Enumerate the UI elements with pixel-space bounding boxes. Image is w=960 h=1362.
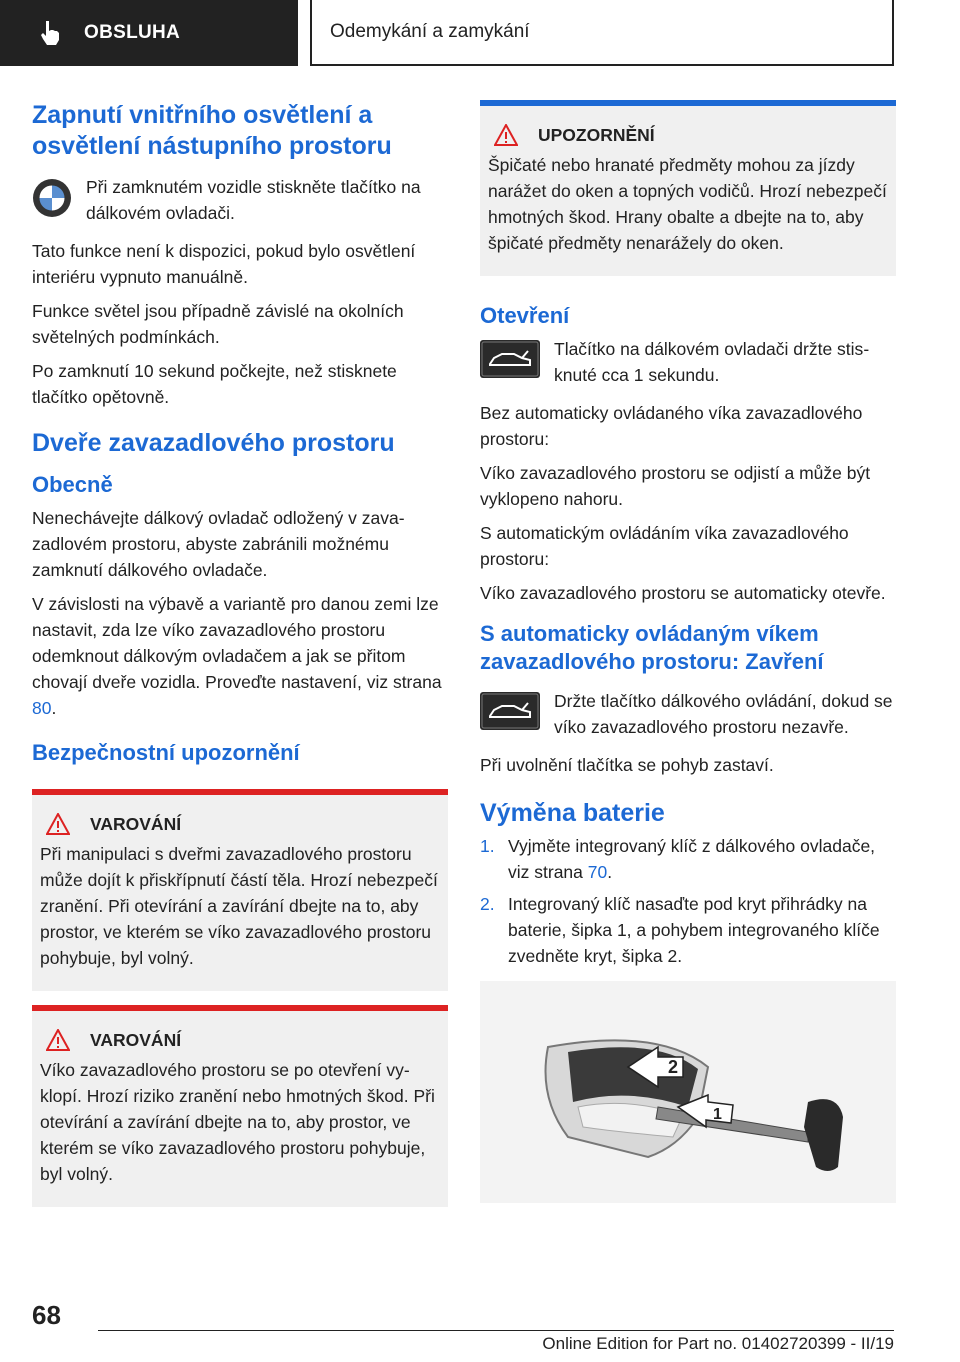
paragraph: Víko zavazadlového prostoru se automaticky otevře. (480, 583, 886, 603)
heading-battery: Výměna baterie (480, 799, 665, 827)
list-item (480, 891, 896, 969)
right-column (480, 100, 896, 1203)
arrow-1-label: 1 (713, 1106, 722, 1123)
paragraph: Nenechávejte dálkový ovladač odložený v zavazadlovém prostoru, abyste zabránili možnému zamknutí dálkového ovladače. (32, 508, 405, 580)
open-icon-text: Tlačítko na dálkovém ovladači držte stisknuté cca 1 sekundu. (554, 339, 870, 385)
left-column (32, 100, 448, 1221)
page-link-70[interactable]: 70 (587, 862, 608, 882)
step-text (508, 833, 896, 885)
warning-box-1 (32, 789, 448, 991)
page-link-80[interactable]: 80 (32, 698, 52, 718)
warning-text: Při manipulaci s dveřmi zavazadlového prostoru může dojít k přiskřípnutí částí těla. Hrozí nebezpečí zranění. Při otevírání a zavírání dbejte na to, aby prostor, ve kterém se víko zavazadlového prostoru pohybuje, byl volný. (40, 844, 438, 968)
heading-close: S automaticky ovládaným víkem zavazadlového prostoru: Zavření (480, 621, 824, 674)
paragraph: Víko zavazadlového prostoru se odjistí a může být vyklopeno nahoru. (480, 463, 871, 509)
warning-title (40, 1029, 440, 1051)
notice-text: Špičaté nebo hranaté předměty mohou za jízdy narážet do oken a topných vodičů. Hrozí nebezpečí hmotných škod. Hrany obalte a dbejte na to, aby špičaté předměty nenarážely do oken. (488, 155, 887, 253)
interior-light-instruction (32, 174, 448, 226)
notice-box (480, 100, 896, 276)
close-icon-text: Držte tlačítko dálkového ovládání, dokud se víko zavazadlového prostoru nezavře. (554, 691, 893, 737)
paragraph: Tato funkce není k dispozici, pokud bylo osvětlení interiéru vypnuto manuálně. (32, 241, 416, 287)
header-section-tab (0, 0, 298, 66)
paragraph: Při uvolnění tlačítka se pohyb zastaví. (480, 755, 774, 775)
punctuation: . (51, 698, 57, 718)
warning-triangle-icon (46, 813, 70, 835)
step-body: Vyjměte integrovaný klíč z dálkového ovladače, viz strana (508, 836, 876, 882)
heading-interior-light: Zapnutí vnitřního osvětlení a osvětlení nástupního prostoru (32, 101, 392, 160)
step-number: 2. (480, 894, 495, 914)
chapter-title: Odemykání a zamykání (310, 0, 894, 66)
paragraph: S automatickým ovládáním víka zavazadlového prostoru: (480, 523, 849, 569)
heading-safety: Bezpečnostní upozornění (32, 740, 300, 765)
warning-label: VAROVÁNÍ (90, 1029, 182, 1050)
hand-pointer-icon (36, 18, 66, 48)
trunk-button-icon (480, 340, 540, 378)
heading-open: Otevření (480, 303, 570, 328)
remote-key-illustration (508, 1007, 868, 1177)
notice-label: UPOZORNĚNÍ (538, 124, 655, 145)
key-battery-figure (480, 981, 896, 1203)
arrow-2-label: 2 (668, 1057, 679, 1077)
warning-label: VAROVÁNÍ (90, 813, 182, 834)
step-text: Integrovaný klíč nasaďte pod kryt přihrádky na baterie, šipka 1, a pohybem integrovaného klíče zvedněte kryt, šipka 2. (508, 894, 880, 966)
close-instruction (480, 688, 896, 740)
trunk-button-icon (480, 692, 540, 730)
settings-text: V závislosti na výbavě a variantě pro danou zemi lze nastavit, zda lze víko zavazadlového prostoru odemknout dálkovým ovladačem a jak se přitom chovají dveře vozidla. Proveďte nastavení, viz strana (32, 594, 442, 692)
paragraph: Bez automaticky ovládaného víka zavazadlového prostoru: (480, 403, 863, 449)
warning-text: Víko zavazadlového prostoru se po otevření vyklopí. Hrozí riziko zranění nebo hmotných škod. Při otevírání a zavírání dbejte na to, aby prostor, ve kterém se víko zavazadlového prostoru pohybuje, byl volný. (40, 1060, 435, 1184)
page-number: 68 (32, 1300, 61, 1330)
list-item (480, 833, 896, 885)
heading-trunk-door: Dveře zavazadlového prostoru (32, 429, 395, 457)
interior-icon-text: Při zamknutém vozidle stiskněte tlačítko na dálkovém ovladači. (86, 177, 421, 223)
footer-edition: Online Edition for Part no. 01402720399 - II/19 (542, 1334, 894, 1353)
warning-title (40, 813, 440, 835)
punctuation: . (607, 862, 613, 882)
footer-divider (98, 1330, 894, 1331)
heading-general: Obecně (32, 472, 113, 497)
warning-box-2 (32, 1005, 448, 1207)
open-instruction (480, 336, 896, 388)
paragraph-settings (32, 591, 448, 721)
paragraph: Po zamknutí 10 sekund počkejte, než stisknete tlačítko opětovně. (32, 361, 397, 407)
paragraph: Funkce světel jsou případně závislé na okolních světelných podmínkách. (32, 301, 404, 347)
battery-steps (480, 833, 896, 969)
notice-title (488, 124, 888, 146)
warning-triangle-icon (494, 124, 518, 146)
bmw-logo-icon (32, 178, 72, 218)
step-number: 1. (480, 836, 495, 856)
section-label: OBSLUHA (84, 22, 181, 43)
warning-triangle-icon (46, 1029, 70, 1051)
